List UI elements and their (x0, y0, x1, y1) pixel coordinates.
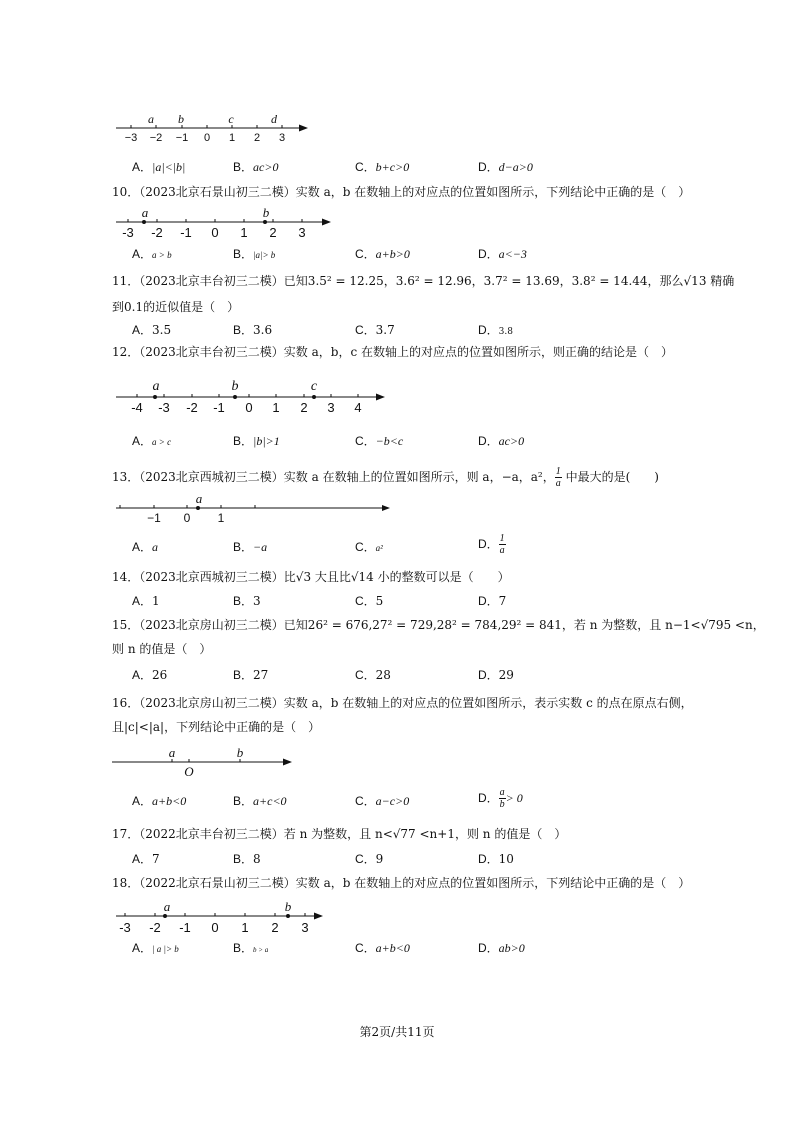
tick-label: 2 (269, 225, 277, 240)
fraction-one-over-a: $\frac{1}{a}$ (555, 466, 561, 489)
question-14-stem: 14．（2023北京西城初三二模）比√3 大且比√14 小的整数可以是（ ） (112, 570, 510, 584)
tick-label: 0 (211, 920, 219, 935)
tick-label: 1 (241, 920, 249, 935)
question-11-stem-line1: 11．（2023北京丰台初三二模）已知3.5² = 12.25，3.6² = 12.96，3.7² = 13.69，3.8² = 14.44，那么√13 精确 (112, 274, 735, 288)
point-label: d (271, 112, 277, 126)
tick-label: 1 (217, 511, 225, 525)
point-a (142, 220, 146, 224)
tick-label: 1 (272, 400, 280, 415)
option-b[interactable]: B．a+c<0 (233, 794, 287, 808)
tick-label: 0 (203, 132, 211, 144)
tick-label: 0 (211, 225, 219, 240)
option-a[interactable]: A．a (132, 540, 159, 554)
option-b[interactable]: B．27 (233, 668, 269, 682)
page-footer: 第2页/共11页 (359, 1025, 435, 1039)
point-label: a (152, 379, 160, 394)
tick-label: -2 (149, 920, 161, 935)
option-d[interactable]: D． $\frac{1}{a}$ (478, 533, 505, 556)
option-a[interactable]: A．| a |> b (132, 941, 179, 955)
number-line-q10 (112, 203, 342, 241)
option-c[interactable]: C．28 (355, 668, 391, 682)
tick-label: 4 (354, 400, 362, 415)
option-c[interactable]: C．a−c>0 (355, 794, 410, 808)
tick-label: -3 (119, 920, 131, 935)
point-label: a (195, 491, 203, 506)
option-c[interactable]: C．a² (355, 540, 383, 554)
number-line-q12 (112, 373, 397, 415)
question-15-stem-line1: 15．（2023北京房山初三二模）已知26² = 676,27² = 729,28² = 784,29² = 841，若 n 为整数，且 n−1<√795 <n， (112, 618, 765, 632)
question-17-stem: 17．（2022北京丰台初三二模）若 n 为整数，且 n<√77 <n+1，则 n 的值是（ ） (112, 827, 567, 841)
tick-label: −3 (124, 132, 138, 144)
point-b (286, 914, 290, 918)
point-a (163, 914, 167, 918)
tick-label: 2 (253, 132, 261, 144)
option-b[interactable]: B．8 (233, 852, 261, 866)
point-label: b (178, 112, 184, 126)
tick-label: -2 (151, 225, 163, 240)
option-d[interactable]: D．3.8 (478, 323, 513, 337)
tick-label: 3 (298, 225, 306, 240)
option-a[interactable]: A．a > b (132, 247, 172, 261)
option-d[interactable]: D．29 (478, 668, 514, 682)
question-11-stem-line2: 到0.1的近似值是（ ） (112, 300, 240, 314)
option-b[interactable]: B．b > a (233, 941, 269, 955)
number-line-q16 (112, 745, 302, 779)
point-label: b (284, 899, 292, 914)
tick-label: 3 (278, 132, 286, 144)
tick-label: 3 (301, 920, 309, 935)
point-label: a (163, 899, 171, 914)
question-15-stem-line2: 则 n 的值是（ ） (112, 642, 212, 656)
option-b[interactable]: B．ac>0 (233, 160, 279, 174)
option-a[interactable]: A．a > c (132, 434, 172, 448)
point-b (233, 395, 237, 399)
tick-label: -2 (186, 400, 198, 415)
tick-label: 0 (183, 511, 191, 525)
point-a (153, 395, 157, 399)
number-line-q18 (112, 898, 332, 936)
point-label: a (141, 205, 149, 220)
option-c[interactable]: C．b+c>0 (355, 160, 410, 174)
number-line-q13 (112, 492, 292, 526)
option-c[interactable]: C．9 (355, 852, 384, 866)
tick-label: 3 (327, 400, 335, 415)
point-label: a (148, 112, 154, 126)
number-line-q9 (112, 112, 312, 146)
tick-label: 1 (240, 225, 248, 240)
option-a[interactable]: A．26 (132, 668, 168, 682)
tick-label: −1 (175, 132, 189, 144)
tick-label: -3 (122, 225, 134, 240)
point-label: b (262, 205, 270, 220)
option-d[interactable]: D． $\frac{a}{b}$ > 0 (478, 787, 523, 810)
tick-label: -1 (180, 225, 192, 240)
option-a[interactable]: A．|a|<|b| (132, 160, 186, 174)
question-16-stem-line1: 16．（2023北京房山初三二模）实数 a，b 在数轴上的对应点的位置如图所示，表示实数 c 的点在原点右侧， (112, 696, 693, 710)
option-a[interactable]: A．7 (132, 852, 160, 866)
option-d[interactable]: D．d−a>0 (478, 160, 533, 174)
option-c[interactable]: C．a+b<0 (355, 941, 410, 955)
tick-label: 0 (245, 400, 253, 415)
origin-label: O (184, 764, 194, 779)
option-a[interactable]: A．3.5 (132, 323, 172, 337)
question-12-stem: 12．（2023北京丰台初三二模）实数 a，b，c 在数轴上的对应点的位置如图所示，则正确的结论是（ ） (112, 345, 673, 359)
option-d[interactable]: D．ab>0 (478, 941, 525, 955)
tick-label: 2 (271, 920, 279, 935)
tick-label: −1 (147, 511, 161, 525)
option-d[interactable]: D．10 (478, 852, 514, 866)
point-c (312, 395, 316, 399)
option-c[interactable]: C．−b<c (355, 434, 404, 448)
tick-label: −2 (149, 132, 163, 144)
fraction-a-over-b: $\frac{a}{b}$ (499, 787, 505, 810)
fraction-one-over-a: $\frac{1}{a}$ (499, 533, 505, 556)
question-13-stem: 13．（2023北京西城初三二模）实数 a 在数轴上的位置如图所示，则 a，−a，a²， $\frac{1}{a}$ 中最大的是( ) (112, 466, 659, 489)
tick-label: -4 (131, 400, 143, 415)
question-16-stem-line2: 且|c|<|a|，下列结论中正确的是（ ） (112, 720, 321, 734)
option-c[interactable]: C．a+b>0 (355, 247, 410, 261)
tick-label: 2 (300, 400, 308, 415)
option-b[interactable]: B．3.6 (233, 323, 273, 337)
option-c[interactable]: C．3.7 (355, 323, 395, 337)
point-a (196, 506, 200, 510)
tick-label: -1 (213, 400, 225, 415)
question-18-stem: 18．（2022北京石景山初三二模）实数 a，b 在数轴上的对应点的位置如图所示，下列结论中正确的是（ ） (112, 876, 691, 890)
point-label: a (168, 745, 176, 760)
option-c[interactable]: C．5 (355, 594, 384, 608)
option-b[interactable]: B．−a (233, 540, 268, 554)
point-label: c (228, 112, 234, 126)
point-label: b (236, 745, 244, 760)
option-b[interactable]: B．3 (233, 594, 261, 608)
tick-label: -3 (158, 400, 170, 415)
point-label: c (310, 379, 318, 394)
tick-label: -1 (179, 920, 191, 935)
tick-label: 1 (228, 132, 236, 144)
option-a[interactable]: A．1 (132, 594, 160, 608)
option-d[interactable]: D．ac>0 (478, 434, 525, 448)
option-a[interactable]: A．a+b<0 (132, 794, 187, 808)
option-b[interactable]: B．|b|>1 (233, 434, 280, 448)
point-b (263, 220, 267, 224)
option-d[interactable]: D．7 (478, 594, 507, 608)
option-b[interactable]: B．|a|> b (233, 247, 276, 261)
option-d[interactable]: D．a<−3 (478, 247, 527, 261)
question-10-stem: 10．（2023北京石景山初三二模）实数 a，b 在数轴上的对应点的位置如图所示，下列结论中正确的是（ ） (112, 185, 691, 199)
point-label: b (231, 379, 239, 394)
